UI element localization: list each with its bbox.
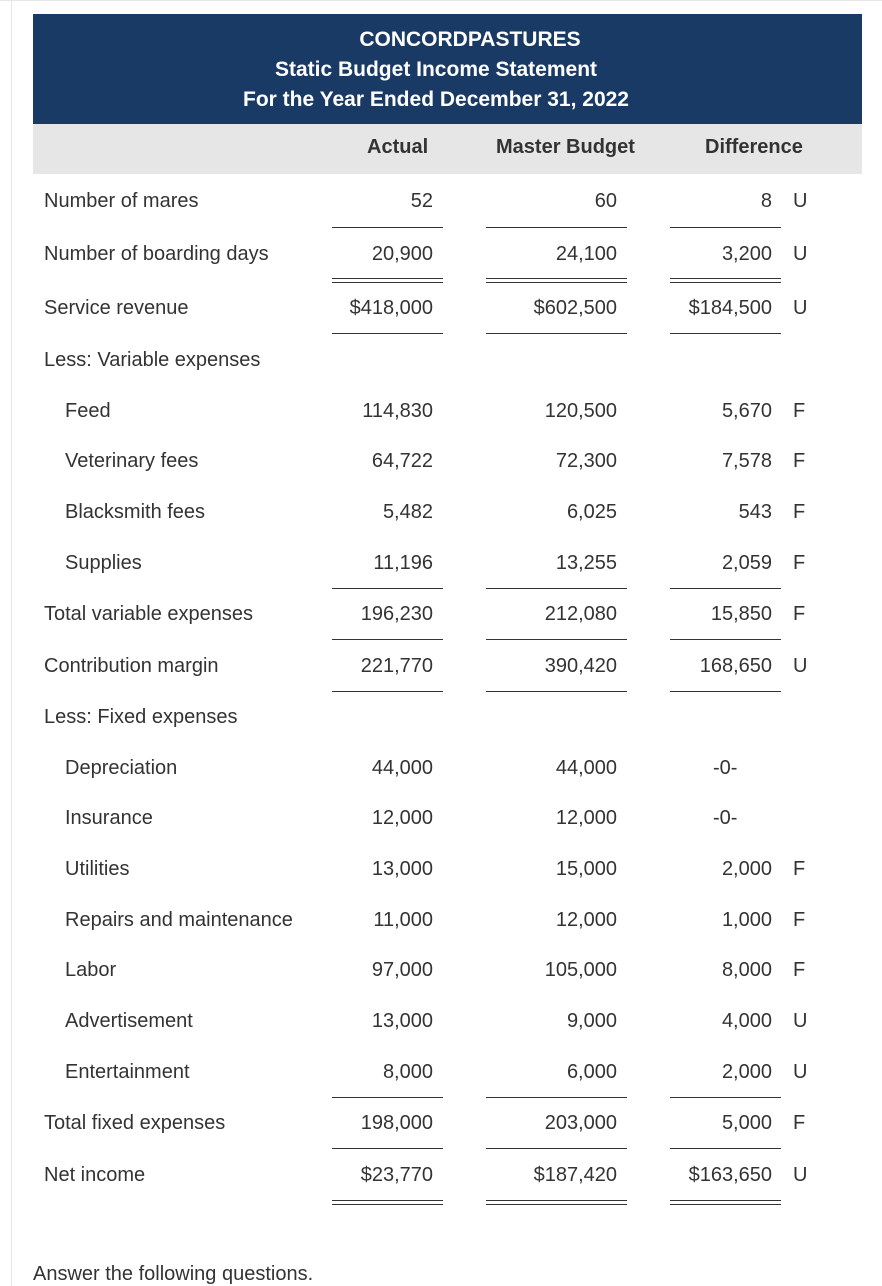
variance-flag: U bbox=[793, 1010, 808, 1032]
row-fixed-expenses-heading bbox=[0, 700, 882, 734]
row-label: Advertisement bbox=[65, 1010, 193, 1032]
row-net-income bbox=[0, 1158, 882, 1192]
row-contribution-margin bbox=[0, 649, 882, 683]
rule bbox=[332, 1148, 443, 1149]
master-value: $187,420 bbox=[533, 1164, 617, 1186]
row-label: Service revenue bbox=[44, 297, 189, 319]
master-value: 13,255 bbox=[555, 552, 617, 574]
difference-value: $184,500 bbox=[688, 297, 772, 319]
rule bbox=[332, 588, 443, 589]
actual-value: 13,000 bbox=[371, 858, 433, 880]
variance-flag: U bbox=[793, 297, 808, 319]
actual-value: 198,000 bbox=[360, 1112, 433, 1134]
actual-value: $23,770 bbox=[360, 1164, 433, 1186]
row-label: Labor bbox=[65, 959, 117, 981]
row-repairs-maintenance bbox=[0, 903, 882, 937]
difference-value: 2,059 bbox=[721, 552, 772, 574]
actual-value: 20,900 bbox=[371, 243, 433, 265]
row-utilities bbox=[0, 852, 882, 886]
variance-flag: F bbox=[793, 959, 806, 981]
rule bbox=[486, 333, 627, 334]
rule bbox=[670, 1148, 781, 1149]
row-feed bbox=[0, 394, 882, 428]
row-total-fixed-expenses bbox=[0, 1106, 882, 1140]
rule bbox=[486, 691, 627, 692]
row-label: Total variable expenses bbox=[44, 603, 254, 625]
master-value: 120,500 bbox=[544, 400, 617, 422]
master-value: 15,000 bbox=[555, 858, 617, 880]
master-value: 212,080 bbox=[544, 603, 617, 625]
variance-flag: F bbox=[793, 552, 806, 574]
difference-value: $163,650 bbox=[688, 1164, 772, 1186]
row-label: Number of boarding days bbox=[44, 243, 269, 265]
difference-value: 543 bbox=[738, 501, 772, 523]
master-value: 12,000 bbox=[555, 909, 617, 931]
rule bbox=[332, 333, 443, 334]
variance-flag: F bbox=[793, 603, 806, 625]
row-label: Number of mares bbox=[44, 190, 199, 212]
master-value: 6,000 bbox=[566, 1061, 617, 1083]
actual-value: 13,000 bbox=[371, 1010, 433, 1032]
column-headers bbox=[33, 124, 862, 174]
master-value: 12,000 bbox=[555, 807, 617, 829]
master-value: 203,000 bbox=[544, 1112, 617, 1134]
variance-flag: U bbox=[793, 1164, 808, 1186]
double-rule bbox=[332, 278, 443, 283]
rule bbox=[670, 588, 781, 589]
master-value: 105,000 bbox=[544, 959, 617, 981]
row-insurance bbox=[0, 801, 882, 835]
questions-prompt: Answer the following questions. bbox=[33, 1263, 314, 1285]
variance-flag: U bbox=[793, 243, 808, 265]
variance-flag: F bbox=[793, 450, 806, 472]
row-label: Depreciation bbox=[65, 757, 178, 779]
actual-value: 64,722 bbox=[371, 450, 433, 472]
rule bbox=[486, 1097, 627, 1098]
col-difference: Difference bbox=[705, 136, 803, 158]
row-labor bbox=[0, 953, 882, 987]
company-name: CONCORDPASTURES bbox=[359, 28, 581, 51]
double-rule bbox=[332, 1200, 443, 1205]
rule bbox=[332, 639, 443, 640]
variance-flag: U bbox=[793, 655, 808, 677]
variance-flag: U bbox=[793, 190, 808, 212]
actual-value: 12,000 bbox=[371, 807, 433, 829]
actual-value: 8,000 bbox=[382, 1061, 433, 1083]
actual-value: 11,196 bbox=[373, 552, 433, 574]
difference-value: 8 bbox=[760, 190, 772, 212]
col-actual: Actual bbox=[367, 136, 429, 158]
difference-value: 168,650 bbox=[699, 655, 772, 677]
double-rule bbox=[670, 1200, 781, 1205]
master-value: 9,000 bbox=[566, 1010, 617, 1032]
statement-title: Static Budget Income Statement bbox=[274, 58, 598, 81]
rule bbox=[670, 227, 781, 228]
difference-value: 15,850 bbox=[710, 603, 772, 625]
difference-value: 5,000 bbox=[721, 1112, 772, 1134]
row-depreciation bbox=[0, 751, 882, 785]
actual-value: 196,230 bbox=[360, 603, 433, 625]
row-supplies bbox=[0, 546, 882, 580]
row-label: Total fixed expenses bbox=[44, 1112, 226, 1134]
difference-value: 2,000 bbox=[721, 858, 772, 880]
col-master-budget: Master Budget bbox=[496, 136, 635, 158]
double-rule bbox=[486, 278, 627, 283]
row-veterinary-fees bbox=[0, 444, 882, 478]
row-label: Utilities bbox=[65, 858, 130, 880]
rule bbox=[670, 333, 781, 334]
actual-value: 11,000 bbox=[373, 909, 433, 931]
row-label: Feed bbox=[65, 400, 111, 422]
actual-value: 44,000 bbox=[371, 757, 433, 779]
variance-flag: F bbox=[793, 858, 806, 880]
row-label: Insurance bbox=[65, 807, 153, 829]
row-label: Less: Variable expenses bbox=[44, 349, 261, 371]
row-label: Less: Fixed expenses bbox=[44, 706, 238, 728]
row-advertisement bbox=[0, 1004, 882, 1038]
row-boarding-days bbox=[0, 237, 882, 271]
difference-value: -0- bbox=[713, 807, 738, 829]
master-value: 44,000 bbox=[555, 757, 617, 779]
variance-flag: F bbox=[793, 400, 806, 422]
statement-header bbox=[33, 14, 862, 124]
rule bbox=[486, 588, 627, 589]
rule bbox=[332, 227, 443, 228]
master-value: 60 bbox=[594, 190, 617, 212]
variance-flag: F bbox=[793, 1112, 806, 1134]
master-value: $602,500 bbox=[533, 297, 617, 319]
rule bbox=[486, 639, 627, 640]
actual-value: 97,000 bbox=[371, 959, 433, 981]
difference-value: 8,000 bbox=[721, 959, 772, 981]
actual-value: 114,830 bbox=[362, 400, 433, 422]
rule bbox=[486, 1148, 627, 1149]
top-border bbox=[0, 0, 882, 1]
rule bbox=[670, 1097, 781, 1098]
actual-value: $418,000 bbox=[349, 297, 433, 319]
difference-value: 1,000 bbox=[721, 909, 772, 931]
difference-value: 3,200 bbox=[721, 243, 772, 265]
actual-value: 5,482 bbox=[382, 501, 433, 523]
row-number-of-mares bbox=[0, 184, 882, 218]
row-label: Supplies bbox=[65, 552, 142, 574]
row-label: Entertainment bbox=[65, 1061, 190, 1083]
rule bbox=[486, 227, 627, 228]
variance-flag: F bbox=[793, 501, 806, 523]
row-total-variable-expenses bbox=[0, 597, 882, 631]
master-value: 24,100 bbox=[555, 243, 617, 265]
master-value: 390,420 bbox=[544, 655, 617, 677]
master-value: 6,025 bbox=[566, 501, 617, 523]
row-blacksmith-fees bbox=[0, 495, 882, 529]
row-label: Contribution margin bbox=[44, 655, 219, 677]
variance-flag: F bbox=[793, 909, 806, 931]
actual-value: 52 bbox=[410, 190, 433, 212]
rule bbox=[332, 1097, 443, 1098]
difference-value: 4,000 bbox=[721, 1010, 772, 1032]
actual-value: 221,770 bbox=[360, 655, 433, 677]
double-rule bbox=[486, 1200, 627, 1205]
difference-value: 5,670 bbox=[721, 400, 772, 422]
difference-value: 7,578 bbox=[721, 450, 772, 472]
statement-period: For the Year Ended December 31, 2022 bbox=[243, 88, 629, 111]
row-label: Veterinary fees bbox=[65, 450, 199, 472]
row-service-revenue bbox=[0, 291, 882, 325]
rule bbox=[670, 691, 781, 692]
row-label: Blacksmith fees bbox=[65, 501, 206, 523]
rule bbox=[332, 691, 443, 692]
row-label: Net income bbox=[44, 1164, 146, 1186]
row-label: Repairs and maintenance bbox=[65, 909, 293, 931]
row-variable-expenses-heading bbox=[0, 343, 882, 377]
rule bbox=[670, 639, 781, 640]
master-value: 72,300 bbox=[555, 450, 617, 472]
variance-flag: U bbox=[793, 1061, 808, 1083]
difference-value: -0- bbox=[713, 757, 738, 779]
double-rule bbox=[670, 278, 781, 283]
difference-value: 2,000 bbox=[721, 1061, 772, 1083]
row-entertainment bbox=[0, 1055, 882, 1089]
